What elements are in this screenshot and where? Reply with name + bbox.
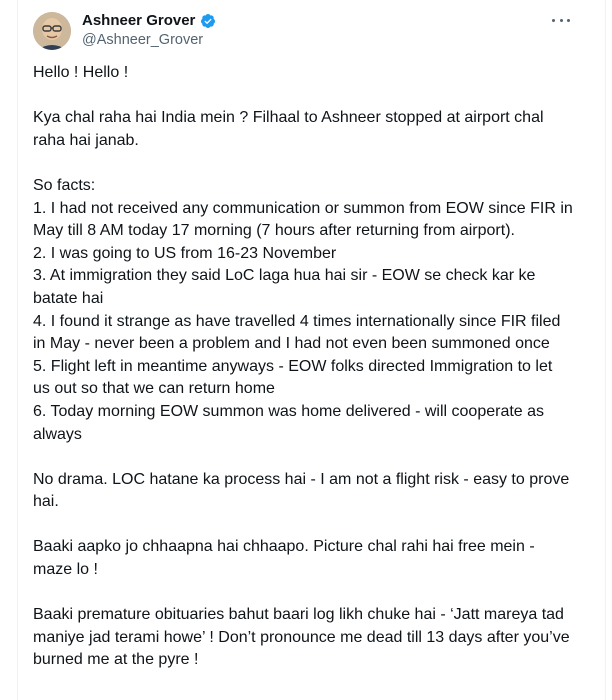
tweet-paragraph-closing: Baaki premature obituaries bahut baari log likh chuke hai - ‘Jatt mareya tad maniye jad terami howe’ ! Don’t pronounce me dead till 13 days after you’ve burned me at the pyre ! [33, 606, 575, 669]
avatar[interactable] [33, 12, 71, 50]
tweet-paragraph-facts: So facts: 1. I had not received any communication or summon from EOW since FIR in May till 8 AM today 17 morning (7 hours after returning from airport). 2. I was going to US from 16-23 November 3. At immigration they said LoC laga hua hai sir - EOW se check kar ke batate hai 4. I found it strange as have travelled 4 times internationally since FIR filed in May - never been a problem and I had not even been summoned once 5. Flight left in meantime anyways - EOW folks directed Immigration to let us out so that we can return home 6. Today morning EOW summon was home delivered - will cooperate as always [33, 176, 573, 443]
author-handle[interactable]: @Ashneer_Grover [82, 32, 204, 48]
tweet-paragraph-intro: Kya chal raha hai India mein ? Filhaal to Ashneer stopped at airport chal raha hai janab. [33, 109, 548, 149]
tweet-text [33, 62, 573, 672]
author-name-row[interactable] [82, 12, 216, 30]
author-display-name[interactable]: Ashneer Grover [82, 12, 196, 29]
more-options-icon[interactable] [552, 14, 570, 26]
tweet-paragraph-greeting: Hello ! Hello ! [33, 64, 129, 81]
tweet-paragraph-baaki: Baaki aapko jo chhaapna hai chhaapo. Picture chal rahi hai free mein - maze lo ! [33, 538, 540, 579]
tweet-paragraph-no-drama: No drama. LOC hatane ka process hai - I am not a flight risk - easy to prove hai. [33, 470, 574, 511]
verified-badge-icon [200, 13, 216, 29]
profile-photo-icon [33, 12, 71, 50]
